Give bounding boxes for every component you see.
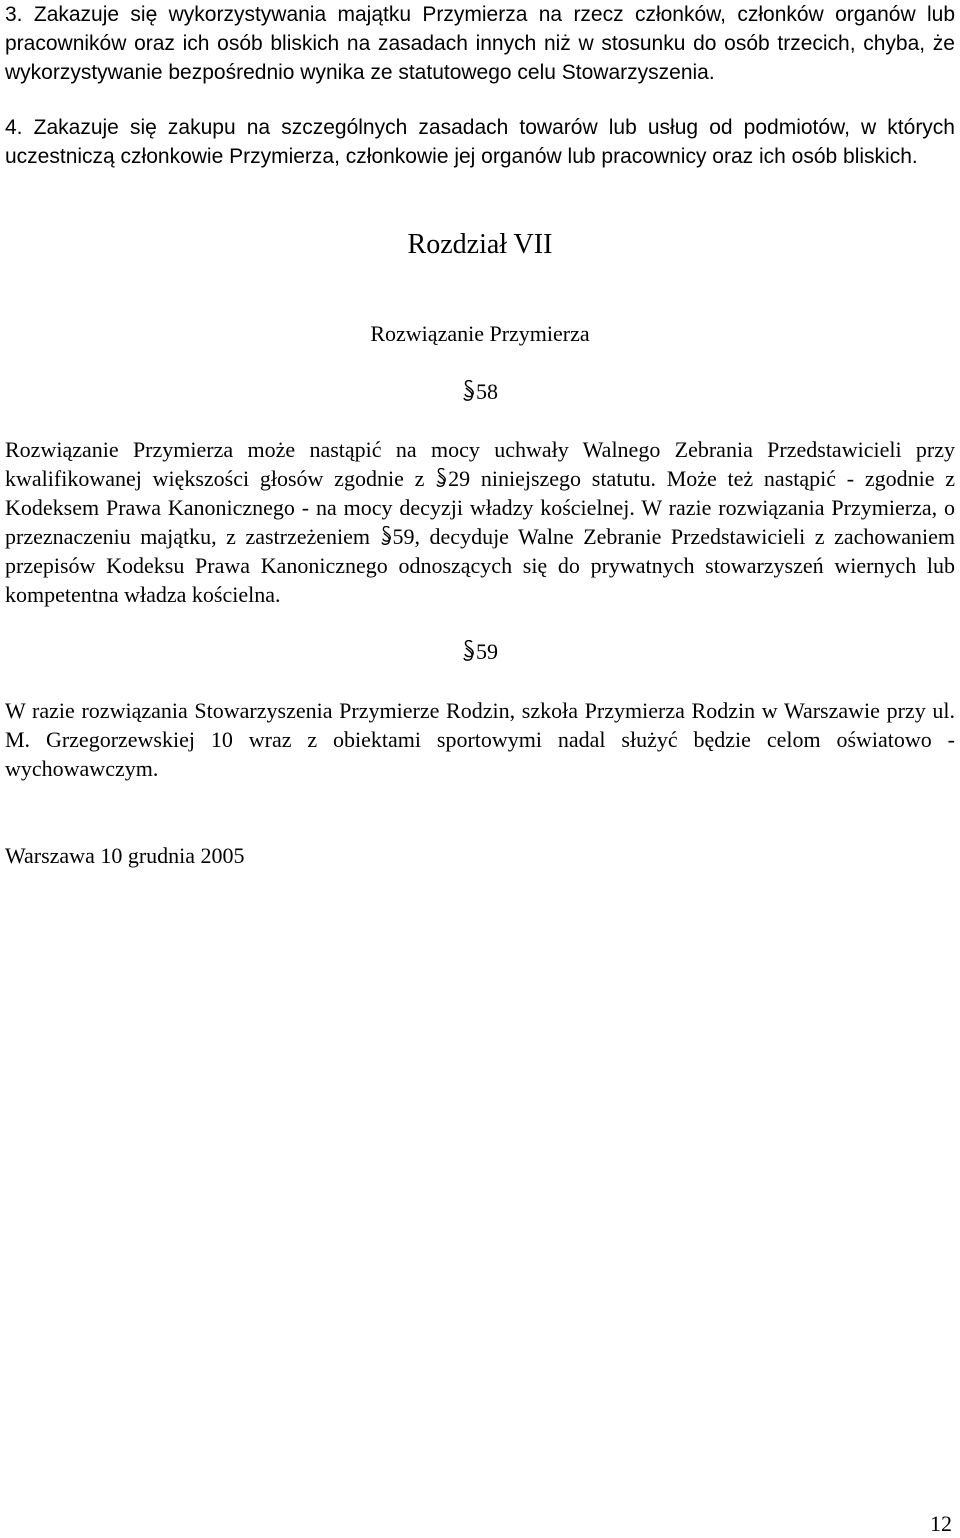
section-58-number: 58 [476, 379, 498, 404]
chapter-title: Rozdział VII [407, 229, 553, 260]
section-sign-icon [380, 524, 393, 544]
section-58-text-part1: Rozwiązanie Przymierza może nastąpić na mocy uchwały Walnego Zebrania Przedstawicieli przy kwalifikowanej większości głosów zgodnie z [5, 437, 955, 491]
section-58-ref-59: 59 [392, 524, 415, 549]
section-58-text-part3: , decyduje Walne Zebranie Przedstawicieli z zachowaniem przepisów Kodeksu Prawa Kanonicznego odnoszących się do prywatnych stowarzyszeń wiernych lub kompetentna władza kościelna. [5, 524, 955, 607]
page-number: 12 [930, 1511, 952, 1536]
document-date: Warszawa 10 grudnia 2005 [5, 843, 245, 868]
section-59-number: 59 [476, 639, 498, 664]
section-58-text-part2: niniejszego statutu. Może też nastąpić - zgodnie z Kodeksem Prawa Kanonicznego - na mocy decyzji władzy kościelnej. W razie rozwiązania Przymierza, o przeznaczeniu majątku, z zastrzeżeniem [5, 466, 955, 549]
section-59-body: W razie rozwiązania Stowarzyszenia Przymierze Rodzin, szkoła Przymierza Rodzin w Warszawie przy ul. M. Grzegorzewskiej 10 wraz z obiektami sportowymi nadal służyć będzie celom oświatowo - wychowawczym. [5, 698, 955, 781]
section-58-heading [462, 378, 498, 406]
section-59-heading [462, 638, 498, 666]
chapter-subtitle: Rozwiązanie Przymierza [370, 321, 590, 346]
section-sign-icon [435, 466, 448, 486]
section-sign-icon [462, 380, 476, 402]
section-58-body [5, 435, 955, 609]
paragraph-4: 4. Zakazuje się zakupu na szczególnych zasadach towarów lub usług od podmiotów, w których uczestniczą członkowie Przymierza, członkowie jej organów lub pracownicy oraz ich osób bliskich. [5, 116, 955, 168]
section-sign-icon [462, 640, 476, 662]
paragraph-3: 3. Zakazuje się wykorzystywania majątku Przymierza na rzecz członków, członków organów lub pracowników oraz ich osób bliskich na zasadach innych niż w stosunku do osób trzecich, chyba, że wykorzystywanie bezpośrednio wynika ze statutowego celu Stowarzyszenia. [5, 3, 955, 84]
section-58-ref-29: 29 [448, 466, 471, 491]
